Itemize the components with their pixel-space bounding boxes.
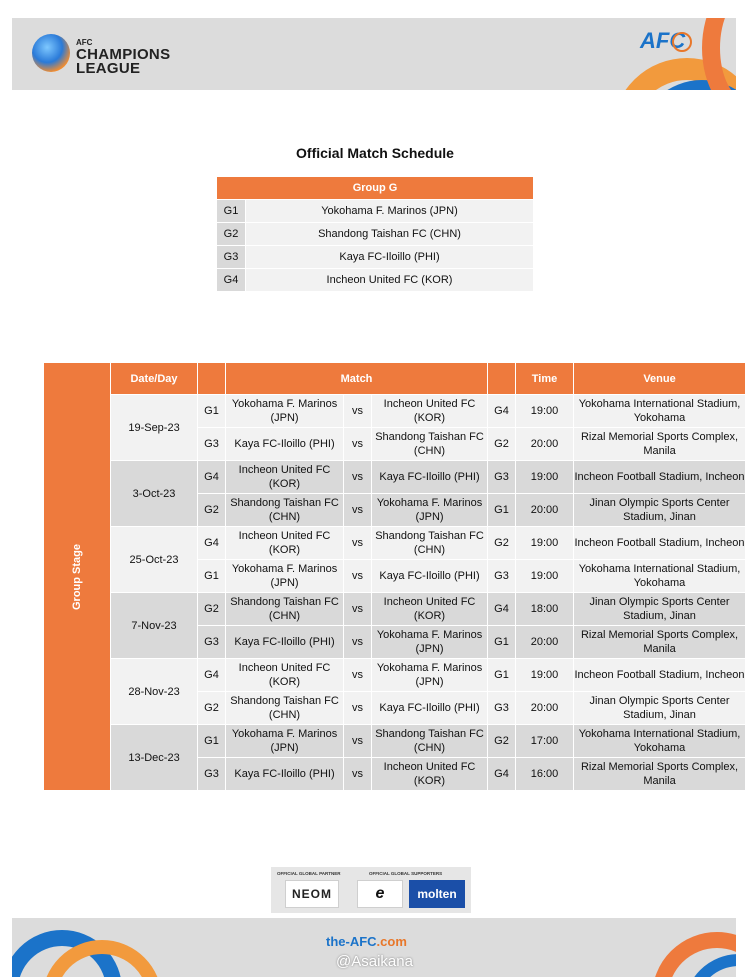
away-team: Incheon United FC (KOR) bbox=[372, 593, 488, 626]
home-team: Incheon United FC (KOR) bbox=[226, 527, 344, 560]
match-date: 28-Nov-23 bbox=[111, 659, 198, 725]
away-team: Yokohama F. Marinos (JPN) bbox=[372, 494, 488, 527]
away-team: Kaya FC-Iloillo (PHI) bbox=[372, 560, 488, 593]
match-time: 19:00 bbox=[516, 527, 574, 560]
match-row bbox=[44, 461, 746, 494]
away-code: G2 bbox=[488, 725, 516, 758]
home-code: G1 bbox=[198, 560, 226, 593]
match-venue: Incheon Football Stadium, Incheon bbox=[574, 527, 746, 560]
group-team-name: Incheon United FC (KOR) bbox=[246, 269, 534, 292]
group-team-code: G4 bbox=[217, 269, 246, 292]
stage-label: Group Stage bbox=[71, 543, 84, 610]
away-code: G1 bbox=[488, 659, 516, 692]
home-team: Kaya FC-Iloillo (PHI) bbox=[226, 626, 344, 659]
match-venue: Incheon Football Stadium, Incheon bbox=[574, 461, 746, 494]
home-team: Shandong Taishan FC (CHN) bbox=[226, 494, 344, 527]
match-venue: Rizal Memorial Sports Complex, Manila bbox=[574, 428, 746, 461]
match-time: 20:00 bbox=[516, 428, 574, 461]
match-date: 7-Nov-23 bbox=[111, 593, 198, 659]
footer-website[interactable] bbox=[326, 934, 407, 949]
match-row bbox=[44, 527, 746, 560]
acl-logo-line2: LEAGUE bbox=[76, 60, 141, 77]
home-team: Yokohama F. Marinos (JPN) bbox=[226, 560, 344, 593]
match-time: 18:00 bbox=[516, 593, 574, 626]
match-time: 16:00 bbox=[516, 758, 574, 791]
vs-label: vs bbox=[344, 659, 372, 692]
match-venue: Jinan Olympic Sports Center Stadium, Jinan bbox=[574, 692, 746, 725]
home-team: Yokohama F. Marinos (JPN) bbox=[226, 725, 344, 758]
group-header-row bbox=[217, 177, 534, 200]
header-blank bbox=[488, 363, 516, 395]
group-header: Group G bbox=[217, 177, 534, 200]
footer-website-tld: .com bbox=[376, 934, 407, 949]
away-code: G3 bbox=[488, 692, 516, 725]
match-time: 20:00 bbox=[516, 626, 574, 659]
home-code: G1 bbox=[198, 725, 226, 758]
match-time: 19:00 bbox=[516, 659, 574, 692]
header-venue: Venue bbox=[574, 363, 746, 395]
away-team: Yokohama F. Marinos (JPN) bbox=[372, 659, 488, 692]
group-table bbox=[216, 176, 534, 292]
match-venue: Rizal Memorial Sports Complex, Manila bbox=[574, 758, 746, 791]
match-row bbox=[44, 395, 746, 428]
match-row bbox=[44, 725, 746, 758]
home-code: G2 bbox=[198, 494, 226, 527]
sponsors-panel bbox=[271, 867, 471, 913]
neom-logo: NEOM bbox=[285, 880, 339, 908]
vs-label: vs bbox=[344, 692, 372, 725]
vs-label: vs bbox=[344, 758, 372, 791]
match-venue: Incheon Football Stadium, Incheon bbox=[574, 659, 746, 692]
match-row bbox=[44, 659, 746, 692]
match-time: 19:00 bbox=[516, 395, 574, 428]
group-team-row bbox=[217, 246, 534, 269]
vs-label: vs bbox=[344, 428, 372, 461]
away-code: G4 bbox=[488, 395, 516, 428]
partner-label: OFFICIAL GLOBAL PARTNER bbox=[277, 871, 341, 876]
group-team-code: G2 bbox=[217, 223, 246, 246]
vs-label: vs bbox=[344, 494, 372, 527]
acl-logo-small: AFC bbox=[76, 38, 93, 47]
vs-label: vs bbox=[344, 395, 372, 428]
page-title: Official Match Schedule bbox=[296, 145, 454, 161]
away-team: Shandong Taishan FC (CHN) bbox=[372, 527, 488, 560]
stage-label-cell bbox=[44, 363, 111, 791]
match-time: 20:00 bbox=[516, 494, 574, 527]
group-team-row bbox=[217, 223, 534, 246]
vs-label: vs bbox=[344, 527, 372, 560]
match-time: 20:00 bbox=[516, 692, 574, 725]
match-date: 25-Oct-23 bbox=[111, 527, 198, 593]
acl-logo bbox=[76, 38, 170, 76]
header-match: Match bbox=[226, 363, 488, 395]
header-blank bbox=[198, 363, 226, 395]
away-team: Shandong Taishan FC (CHN) bbox=[372, 725, 488, 758]
group-team-row bbox=[217, 200, 534, 223]
match-venue: Jinan Olympic Sports Center Stadium, Jinan bbox=[574, 494, 746, 527]
away-code: G1 bbox=[488, 494, 516, 527]
match-date: 19-Sep-23 bbox=[111, 395, 198, 461]
group-team-code: G3 bbox=[217, 246, 246, 269]
home-code: G3 bbox=[198, 428, 226, 461]
group-team-name: Kaya FC-Iloillo (PHI) bbox=[246, 246, 534, 269]
away-code: G2 bbox=[488, 527, 516, 560]
away-code: G2 bbox=[488, 428, 516, 461]
home-code: G3 bbox=[198, 758, 226, 791]
header-date: Date/Day bbox=[111, 363, 198, 395]
home-team: Shandong Taishan FC (CHN) bbox=[226, 593, 344, 626]
match-venue: Jinan Olympic Sports Center Stadium, Jinan bbox=[574, 593, 746, 626]
match-venue: Rizal Memorial Sports Complex, Manila bbox=[574, 626, 746, 659]
away-code: G4 bbox=[488, 758, 516, 791]
match-time: 17:00 bbox=[516, 725, 574, 758]
group-team-name: Shandong Taishan FC (CHN) bbox=[246, 223, 534, 246]
home-team: Incheon United FC (KOR) bbox=[226, 659, 344, 692]
vs-label: vs bbox=[344, 626, 372, 659]
group-team-row bbox=[217, 269, 534, 292]
group-team-name: Yokohama F. Marinos (JPN) bbox=[246, 200, 534, 223]
away-code: G3 bbox=[488, 560, 516, 593]
home-code: G2 bbox=[198, 593, 226, 626]
match-venue: Yokohama International Stadium, Yokohama bbox=[574, 395, 746, 428]
footer-website-name: the-AFC bbox=[326, 934, 377, 949]
match-row bbox=[44, 593, 746, 626]
header-orange-swoosh bbox=[702, 18, 736, 90]
match-venue: Yokohama International Stadium, Yokohama bbox=[574, 725, 746, 758]
away-team: Yokohama F. Marinos (JPN) bbox=[372, 626, 488, 659]
efootball-logo: e bbox=[357, 880, 403, 908]
header-time: Time bbox=[516, 363, 574, 395]
match-venue: Yokohama International Stadium, Yokohama bbox=[574, 560, 746, 593]
away-code: G4 bbox=[488, 593, 516, 626]
header-banner bbox=[12, 18, 736, 90]
home-team: Yokohama F. Marinos (JPN) bbox=[226, 395, 344, 428]
away-code: G3 bbox=[488, 461, 516, 494]
home-team: Incheon United FC (KOR) bbox=[226, 461, 344, 494]
match-date: 13-Dec-23 bbox=[111, 725, 198, 791]
match-date: 3-Oct-23 bbox=[111, 461, 198, 527]
supporters-label: OFFICIAL GLOBAL SUPPORTERS bbox=[369, 871, 443, 876]
away-code: G1 bbox=[488, 626, 516, 659]
watermark: @Asaikana bbox=[336, 953, 413, 970]
home-code: G4 bbox=[198, 461, 226, 494]
home-code: G4 bbox=[198, 527, 226, 560]
group-team-code: G1 bbox=[217, 200, 246, 223]
home-code: G3 bbox=[198, 626, 226, 659]
home-team: Kaya FC-Iloillo (PHI) bbox=[226, 428, 344, 461]
away-team: Kaya FC-Iloillo (PHI) bbox=[372, 461, 488, 494]
molten-logo: molten bbox=[409, 880, 465, 908]
vs-label: vs bbox=[344, 560, 372, 593]
match-time: 19:00 bbox=[516, 560, 574, 593]
home-code: G2 bbox=[198, 692, 226, 725]
away-team: Incheon United FC (KOR) bbox=[372, 758, 488, 791]
away-team: Shandong Taishan FC (CHN) bbox=[372, 428, 488, 461]
home-code: G1 bbox=[198, 395, 226, 428]
schedule-table bbox=[43, 362, 746, 791]
afc-logo-ring-icon bbox=[672, 32, 692, 52]
acl-ball-icon bbox=[32, 34, 70, 72]
vs-label: vs bbox=[344, 725, 372, 758]
afc-logo: AFC bbox=[640, 28, 686, 53]
home-code: G4 bbox=[198, 659, 226, 692]
home-team: Kaya FC-Iloillo (PHI) bbox=[226, 758, 344, 791]
home-team: Shandong Taishan FC (CHN) bbox=[226, 692, 344, 725]
away-team: Incheon United FC (KOR) bbox=[372, 395, 488, 428]
vs-label: vs bbox=[344, 593, 372, 626]
schedule-header-row bbox=[44, 363, 746, 395]
vs-label: vs bbox=[344, 461, 372, 494]
away-team: Kaya FC-Iloillo (PHI) bbox=[372, 692, 488, 725]
acl-logo-line1: CHAMPIONS bbox=[76, 46, 171, 63]
match-time: 19:00 bbox=[516, 461, 574, 494]
